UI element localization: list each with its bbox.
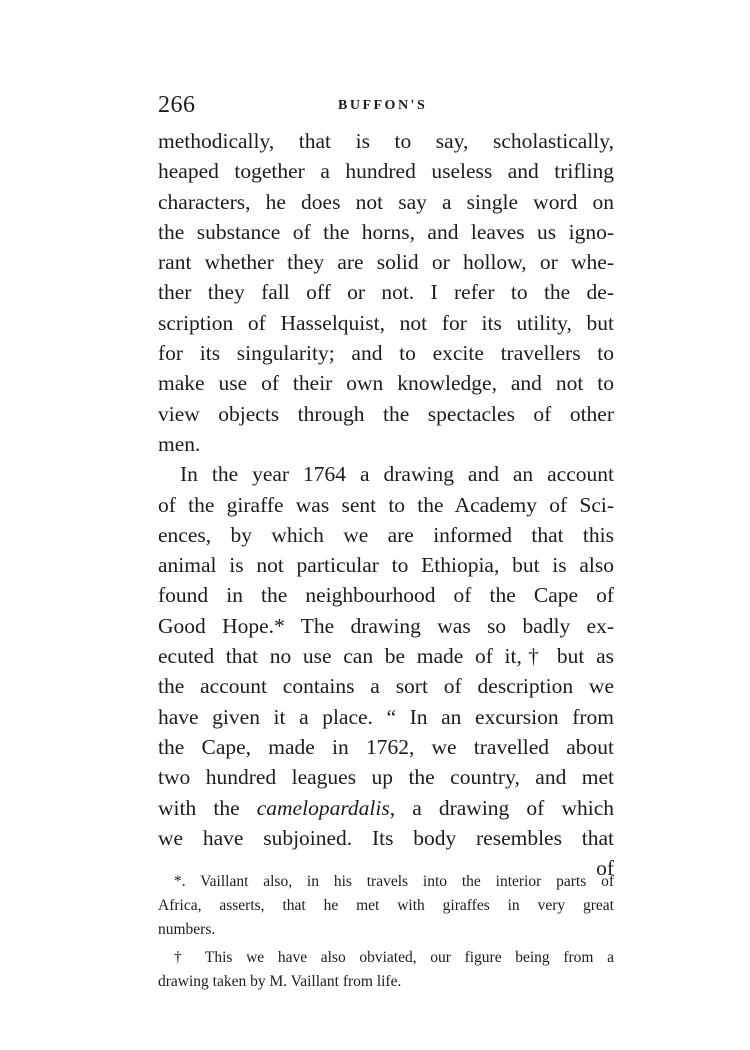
catchword: of <box>596 856 614 881</box>
text-line: the substance of the horns, and leaves us igno- <box>158 219 614 244</box>
text-line: heaped together a hundred useless and trifling <box>158 159 614 184</box>
text-line-with-italic <box>158 793 614 823</box>
text-line: of the giraffe was sent to the Academy of Sci- <box>158 492 614 517</box>
footnotes <box>158 870 614 994</box>
text-line: view objects through the spectacles of other <box>158 401 614 426</box>
text-line: for its singularity; and to excite travellers to <box>158 341 614 366</box>
footnote-line: drawing taken by M. Vaillant from life. <box>158 973 402 990</box>
text-line: we have subjoined. Its body resembles that <box>158 825 614 850</box>
footnote-line: † This we have also obviated, our figure being from a <box>174 949 614 966</box>
body-text <box>158 126 614 883</box>
page-header <box>158 92 608 122</box>
text-line: Good Hope.* The drawing was so badly ex- <box>158 613 614 638</box>
text-line: the Cape, made in 1762, we travelled about <box>158 734 614 759</box>
page-number: 266 <box>158 92 196 118</box>
text-fragment: , a drawing of which <box>389 795 614 820</box>
footnote-line: Africa, asserts, that he met with giraffes in very great <box>158 897 614 914</box>
italic-term: camelopardalis <box>256 795 390 820</box>
text-line: have given it a place. “ In an excursion from <box>158 704 614 729</box>
text-line: the account contains a sort of description we <box>158 674 614 699</box>
footnote-line: numbers. <box>158 921 216 938</box>
text-line: methodically, that is to say, scholastically, <box>158 129 614 153</box>
text-line: characters, he does not say a single word on <box>158 189 614 214</box>
running-head: BUFFON'S <box>338 98 428 113</box>
text-line: scription of Hasselquist, not for its utility, but <box>158 310 614 335</box>
text-line: two hundred leagues up the country, and met <box>158 765 614 790</box>
text-line: men. <box>158 431 201 456</box>
text-line: rant whether they are solid or hollow, or whe- <box>158 250 614 275</box>
text-fragment: with the <box>158 795 240 820</box>
text-line: ecuted that no use can be made of it,† but as <box>158 644 614 669</box>
text-line: found in the neighbourhood of the Cape of <box>158 583 614 608</box>
paragraph-start-line: In the year 1764 a drawing and an account <box>180 462 614 487</box>
text-line: animal is not particular to Ethiopia, but is also <box>158 553 614 578</box>
text-line: ther they fall off or not. I refer to the de- <box>158 280 614 305</box>
text-line: ences, by which we are informed that this <box>158 522 614 547</box>
footnote-line: *. Vaillant also, in his travels into the interior parts of <box>174 873 614 890</box>
text-line: make use of their own knowledge, and not to <box>158 371 614 396</box>
